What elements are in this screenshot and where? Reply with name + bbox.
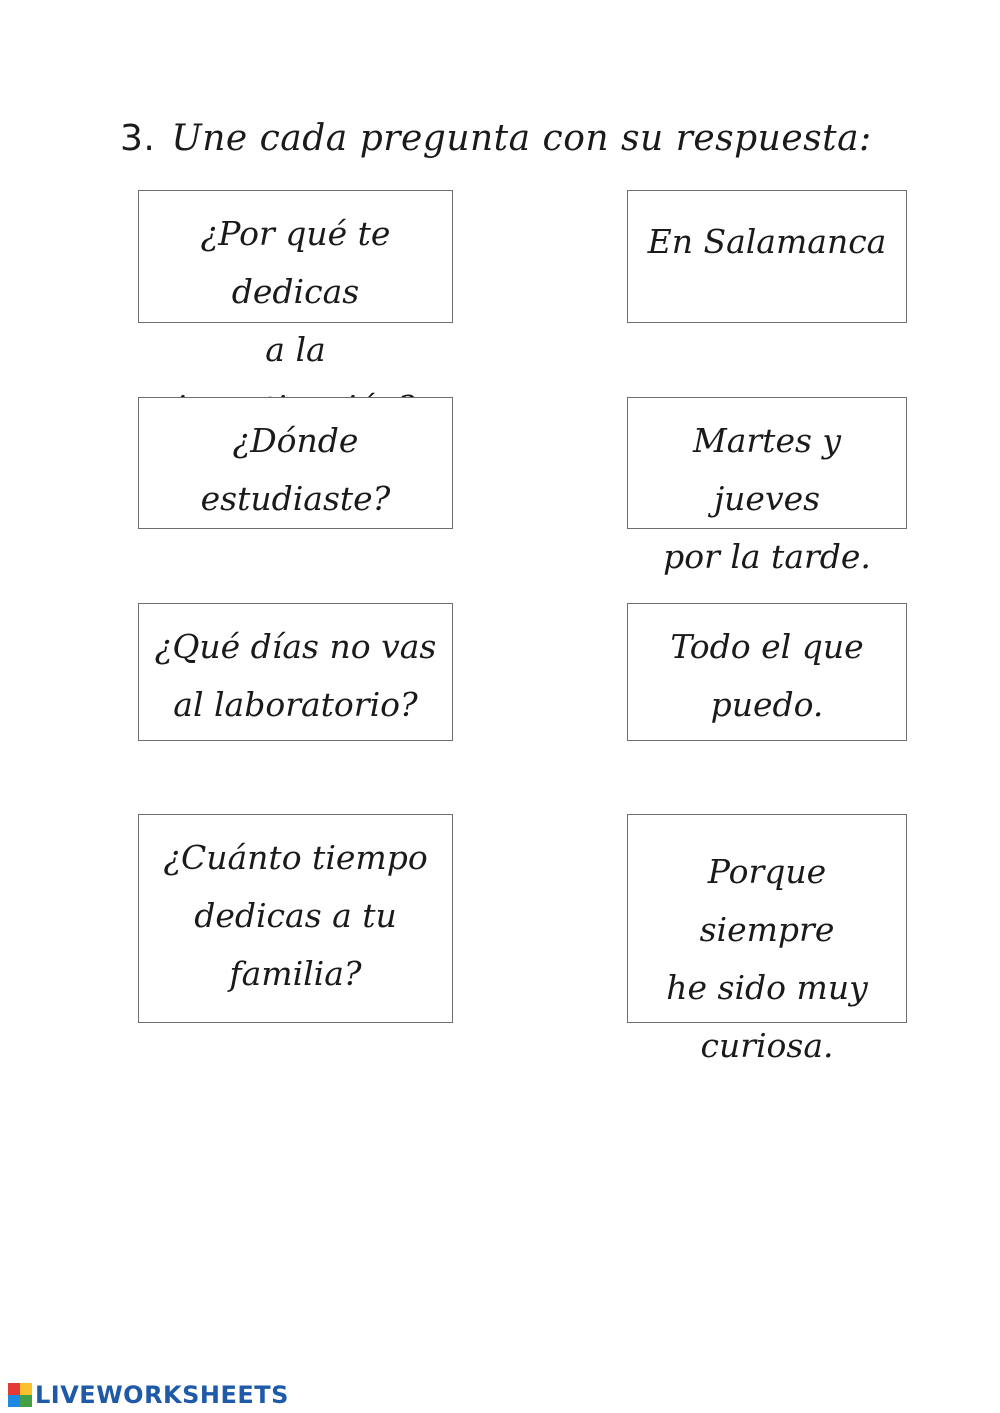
question-text-3: ¿Qué días no vas al laboratorio? xyxy=(154,627,437,724)
question-text-4: ¿Cuánto tiempo dedicas a tu familia? xyxy=(163,838,428,993)
answer-text-1: En Salamanca xyxy=(647,222,887,261)
liveworksheets-logo-icon xyxy=(8,1383,32,1407)
footer-logo-text: LIVEWORKSHEETS xyxy=(35,1381,289,1409)
question-card-4[interactable] xyxy=(138,814,453,1023)
footer-branding xyxy=(8,1382,289,1408)
question-card-3[interactable] xyxy=(138,603,453,741)
instruction-text: Une cada pregunta con su respuesta: xyxy=(171,118,872,159)
question-text-2: ¿Dónde estudiaste? xyxy=(200,421,391,518)
answer-text-2: Martes y jueves por la tarde. xyxy=(663,421,871,576)
answer-text-3: Todo el que puedo. xyxy=(670,627,864,724)
answer-card-2[interactable] xyxy=(627,397,907,576)
question-text-1: ¿Por qué te dedicas a la xyxy=(200,214,391,369)
instruction-heading xyxy=(120,118,872,159)
instruction-number: 3. xyxy=(120,118,156,159)
answer-card-4[interactable] xyxy=(627,814,907,1065)
question-card-2[interactable] xyxy=(138,397,453,529)
question-card-1[interactable] xyxy=(138,190,453,369)
answer-card-1[interactable] xyxy=(627,190,907,323)
answer-card-3[interactable] xyxy=(627,603,907,741)
answer-text-4: Porque siempre he sido muy curiosa. xyxy=(666,852,868,1065)
